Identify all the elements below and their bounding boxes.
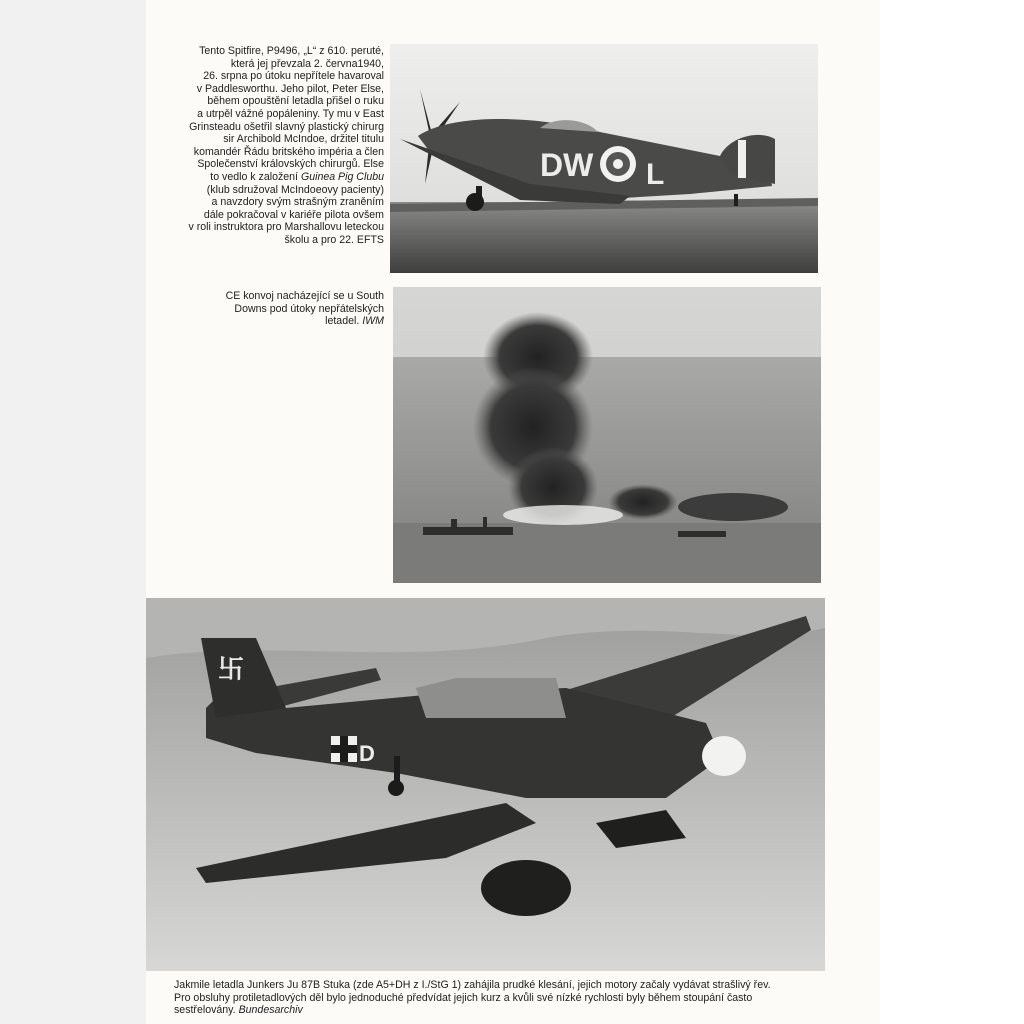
caption-line: Jakmile letadla Junkers Ju 87B Stuka (zde A5+DH z I./StG 1) zahájila prudké klesání, jejich motory začaly vydávat strašlivý řev. [174,979,771,991]
scan-right-margin [880,0,1024,1024]
caption-line-last [174,1004,824,1017]
photo-credit: Bundesarchiv [238,1004,303,1017]
caption-line: CE konvoj nacházející se u South [225,290,384,302]
caption-line: školu a pro 22. EFTS [284,233,384,246]
caption-line: Společenství královských chirurgů. Else [197,158,384,171]
caption-line: v roli instruktora pro Marshallovu leteckou [188,221,384,234]
photo-credit: IWM [362,315,384,328]
caption-stuka [174,979,824,1017]
guinea-pig-club-name: Guinea Pig Clubu [300,170,384,183]
caption-line: (klub sdružoval McIndoeovy pacienty) [206,183,384,196]
caption-line-guinea [150,171,384,184]
caption-line: během opouštění letadla přišel o ruku [207,95,384,108]
caption-spitfire [150,45,384,247]
fuselage-code: D [359,741,375,766]
photo-spitfire [390,44,818,273]
caption-line: Pro obsluhy protiletadlových děl bylo jednoduché předvídat jejich kurz a kvůli své nízké rychlosti byly během stoupání často [174,991,753,1004]
caption-line: Downs pod útoky nepřátelských [234,302,384,315]
caption-line: která jej převzala 2. června1940, [230,57,384,70]
caption-convoy [150,290,384,328]
photo-convoy [393,287,821,583]
aircraft-letter: L [646,158,665,191]
caption-text: sestřelovány. [174,1004,239,1017]
caption-line: a navzdory svým strašným zraněním [211,196,384,209]
scan-left-margin [0,0,146,1024]
caption-line: Grinsteadu ošetřil slavný plastický chirurg [189,120,384,133]
caption-line: dále pokračoval v kariéře pilota ovšem [203,208,384,221]
caption-line: komandér Řádu britského impéria a člen [193,145,384,158]
caption-line: v Paddlesworthu. Jeho pilot, Peter Else, [196,82,384,95]
caption-text: to vedlo k založení [210,170,301,183]
caption-line: Tento Spitfire, P9496, „L“ z 610. peruté, [199,45,384,57]
caption-line: a utrpěl vážné popáleniny. Ty mu v East [197,107,384,120]
caption-line-last [150,315,384,328]
photo-stuka [146,598,825,971]
caption-line: 26. srpna po útoku nepřítele havaroval [203,70,384,83]
caption-text: letadel. [325,315,363,328]
svg-text:卐: 卐 [218,654,245,684]
fuselage-code: DW [540,147,594,183]
caption-line: sir Archibold McIndoe, držitel titulu [223,133,384,146]
